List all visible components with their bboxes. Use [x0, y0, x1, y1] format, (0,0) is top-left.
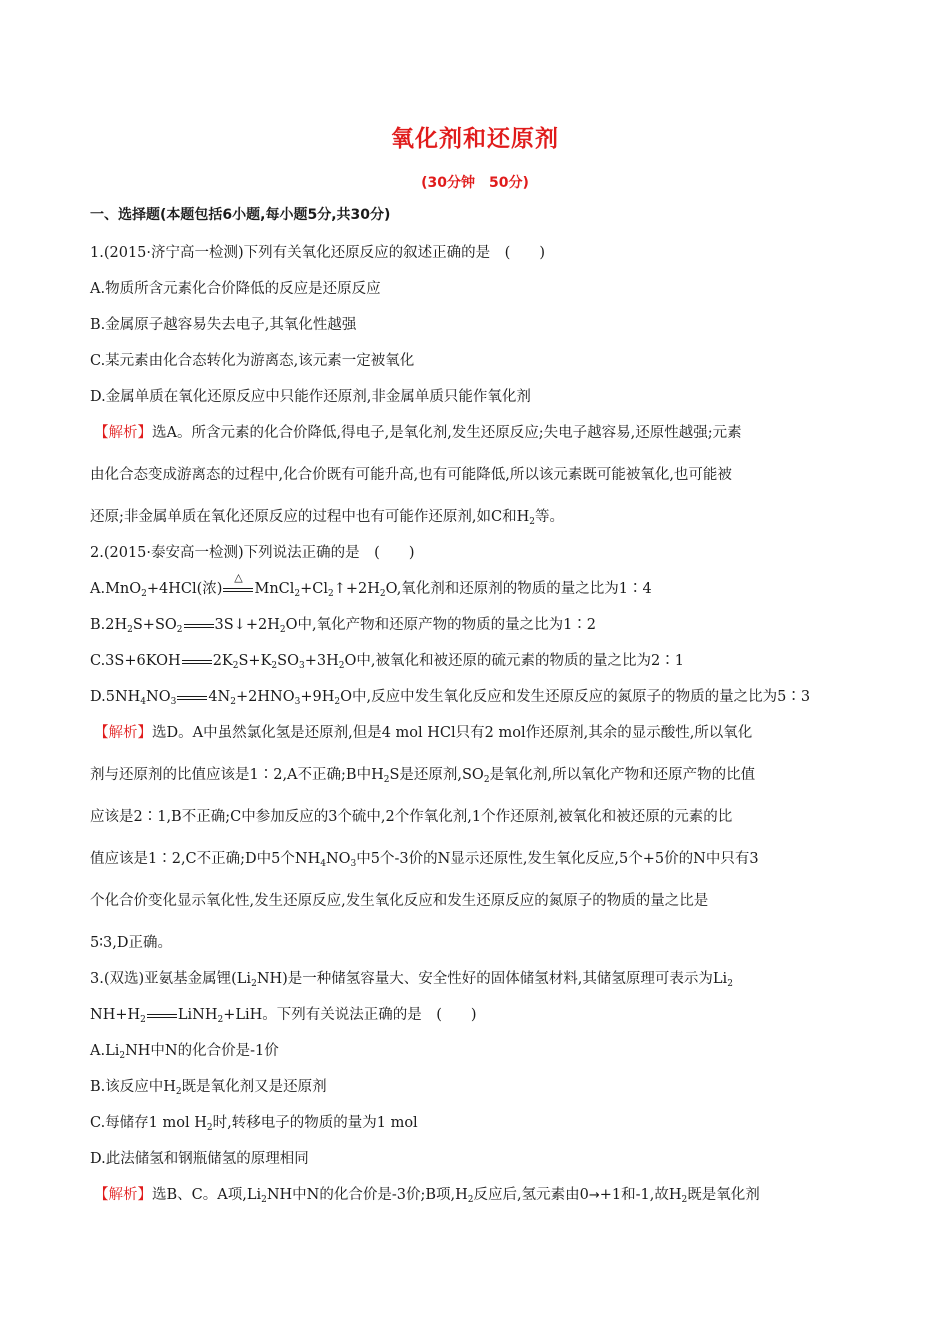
option-text: ↑+2H — [333, 581, 380, 597]
question-text: LiNH — [177, 1007, 218, 1023]
subscript: 2 — [230, 697, 236, 707]
analysis-tag: 【解析】 — [94, 725, 152, 741]
question-1-option-a: A.物质所含元素化合价降低的反应是还原反应 — [90, 281, 381, 297]
question-2-option-c — [90, 652, 684, 670]
subscript: 2 — [217, 1015, 224, 1025]
question-2-analysis-line-2 — [90, 766, 755, 784]
analysis-text: 还原;非金属单质在氧化还原反应的过程中也有可能作还原剂,如C和H — [90, 509, 530, 525]
subscript: 2 — [141, 589, 147, 599]
option-text: +2HNO — [235, 689, 295, 705]
subscript: 2 — [279, 625, 286, 635]
equals-sign — [147, 1009, 177, 1019]
question-1-analysis-line-2: 由化合态变成游离态的过程中,化合价既有可能升高,也有可能降低,所以该元素既可能被氧化,也可能被 — [90, 467, 732, 483]
subscript: 2 — [383, 775, 390, 785]
option-text: MnCl — [254, 581, 295, 597]
question-1-option-c: C.某元素由化合态转化为游离态,该元素一定被氧化 — [90, 353, 415, 369]
option-text: NH中N的化合价是-1价 — [125, 1043, 279, 1059]
question-3-option-c — [90, 1114, 418, 1132]
analysis-text: 值应该是1∶2,C不正确;D中5个NH — [90, 851, 321, 867]
equals-sign — [184, 619, 214, 629]
subscript: 2 — [727, 979, 733, 989]
question-2-option-a — [90, 571, 652, 599]
question-text: 3.(双选)亚氨基金属锂(Li — [90, 971, 252, 987]
question-1-option-b: B.金属原子越容易失去电子,其氧化性越强 — [90, 317, 357, 333]
subscript: 2 — [232, 661, 239, 671]
question-2-analysis-line-5: 个化合价变化显示氧化性,发生还原反应,发生氧化反应和发生还原反应的氮原子的物质的量之比是 — [90, 893, 709, 909]
option-text: 4N — [208, 689, 231, 705]
option-text: B.2H — [90, 617, 128, 633]
equals-sign — [182, 655, 212, 665]
section-heading: 一、选择题(本题包括6小题,每小题5分,共30分) — [90, 207, 391, 223]
subscript: 3 — [350, 859, 357, 869]
option-text: SO — [277, 653, 299, 669]
analysis-text: NH中N的化合价是-3价;B项,H — [266, 1187, 468, 1203]
subscript: 2 — [328, 589, 334, 599]
option-text: O中,反应中发生氧化反应和发生还原反应的氮原子的物质的量之比为5∶3 — [340, 689, 811, 705]
question-2-option-d — [90, 688, 810, 706]
subscript: 2 — [483, 775, 490, 785]
analysis-text: 是氧化剂,所以氧化产物和还原产物的比值 — [489, 767, 756, 783]
question-2-analysis-line-3: 应该是2∶1,B不正确;C中参加反应的3个硫中,2个作氧化剂,1个作还原剂,被氧化和被还原的元素的比 — [90, 809, 733, 825]
question-3-option-b — [90, 1078, 327, 1096]
question-3-stem-line-2 — [90, 1006, 477, 1024]
subscript: 2 — [175, 1087, 182, 1097]
option-text: +3H — [304, 653, 339, 669]
question-2-option-b — [90, 616, 596, 634]
option-text: 时,转移电子的物质的量为1 mol — [212, 1115, 418, 1131]
subscript: 2 — [206, 1123, 213, 1133]
analysis-text: 等。 — [534, 509, 564, 525]
question-3-option-a — [90, 1042, 279, 1060]
subscript: 2 — [467, 1195, 474, 1205]
analysis-text: 中5个-3价的N显示还原性,发生氧化反应,5个+5价的N中只有3 — [356, 851, 759, 867]
option-text: S+SO — [132, 617, 177, 633]
analysis-text: 反应后,氢元素由0 — [473, 1187, 589, 1203]
analysis-text: 选D。A中虽然氯化氢是还原剂,但是4 mol HCl只有2 mol作还原剂,其余的显示酸性,所以氧化 — [152, 725, 753, 741]
analysis-text: 既是氧化剂 — [687, 1187, 760, 1203]
subscript: 2 — [119, 1051, 126, 1061]
option-text: S+K — [238, 653, 272, 669]
option-text: +9H — [300, 689, 335, 705]
option-text: O,氧化剂和还原剂的物质的量之比为1∶4 — [385, 581, 652, 597]
arrow-icon: → — [588, 1188, 600, 1203]
subscript: 2 — [251, 979, 257, 989]
analysis-tag: 【解析】 — [94, 1187, 152, 1203]
equals-sign — [223, 571, 253, 593]
analysis-text: NO — [325, 851, 351, 867]
subscript: 2 — [338, 661, 345, 671]
option-text: NO — [146, 689, 171, 705]
question-2-analysis-line-6: 5∶3,D正确。 — [90, 935, 172, 951]
subscript: 2 — [681, 1195, 688, 1205]
option-text: O中,氧化产物和还原产物的物质的量之比为1∶2 — [285, 617, 597, 633]
option-text: +4HCl(浓) — [146, 581, 223, 597]
question-2-stem: 2.(2015·泰安高一检测)下列说法正确的是 ( ) — [90, 545, 415, 561]
option-text: C.3S+6KOH — [90, 653, 181, 669]
analysis-text: 选A。所含元素的化合价降低,得电子,是氧化剂,发生还原反应;失电子越容易,还原性越强;元素 — [152, 425, 742, 441]
question-2-analysis-line-4 — [90, 850, 759, 868]
question-3-analysis — [94, 1186, 760, 1205]
question-1-option-d: D.金属单质在氧化还原反应中只能作还原剂,非金属单质只能作氧化剂 — [90, 389, 531, 405]
subscript: 2 — [261, 1195, 267, 1205]
subscript: 3 — [298, 661, 305, 671]
option-text: D.5NH — [90, 689, 141, 705]
equals-sign — [177, 691, 207, 701]
page-title: 氧化剂和还原剂 — [391, 126, 559, 152]
subscript: 3 — [294, 697, 301, 707]
question-3-stem — [90, 970, 733, 988]
subscript: 2 — [529, 517, 535, 527]
question-2-analysis — [94, 724, 752, 742]
subscript: 2 — [127, 625, 133, 635]
question-text: +LiH。下列有关说法正确的是 ( ) — [223, 1007, 477, 1023]
analysis-text: +1和-1,故H — [599, 1187, 682, 1203]
analysis-tag: 【解析】 — [94, 425, 152, 441]
analysis-text: 剂与还原剂的比值应该是1∶2,A不正确;B中H — [90, 767, 384, 783]
question-1-analysis — [94, 424, 742, 442]
option-text: A.MnO — [90, 581, 142, 597]
question-1-stem: 1.(2015·济宁高一检测)下列有关氧化还原反应的叙述正确的是 ( ) — [90, 245, 545, 261]
option-text: 3S↓+2H — [214, 617, 280, 633]
option-text: 既是氧化剂又是还原剂 — [181, 1079, 327, 1095]
option-text: C.每储存1 mol H — [90, 1115, 207, 1131]
subscript: 2 — [271, 661, 278, 671]
subscript: 2 — [140, 1015, 146, 1025]
question-1-analysis-line-3 — [90, 508, 564, 526]
analysis-text: S是还原剂,SO — [389, 767, 484, 783]
page-subtitle: (30分钟 50分) — [421, 175, 529, 191]
subscript: 4 — [320, 859, 326, 869]
option-text: A.Li — [90, 1043, 120, 1059]
analysis-text: 选B、C。A项,Li — [152, 1187, 262, 1203]
option-text: 2K — [212, 653, 233, 669]
heat-condition: △ — [234, 571, 243, 584]
question-3-option-d: D.此法储氢和钢瓶储氢的原理相同 — [90, 1151, 309, 1167]
option-text: +Cl — [300, 581, 329, 597]
question-text: NH+H — [90, 1007, 141, 1023]
subscript: 2 — [334, 697, 341, 707]
subscript: 2 — [294, 589, 301, 599]
subscript: 3 — [170, 697, 177, 707]
option-text: B.该反应中H — [90, 1079, 176, 1095]
subscript: 4 — [140, 697, 147, 707]
subscript: 2 — [176, 625, 183, 635]
option-text: O中,被氧化和被还原的硫元素的物质的量之比为2∶1 — [344, 653, 684, 669]
subscript: 2 — [379, 589, 386, 599]
question-text: NH)是一种储氢容量大、安全性好的固体储氢材料,其储氢原理可表示为Li — [256, 971, 728, 987]
